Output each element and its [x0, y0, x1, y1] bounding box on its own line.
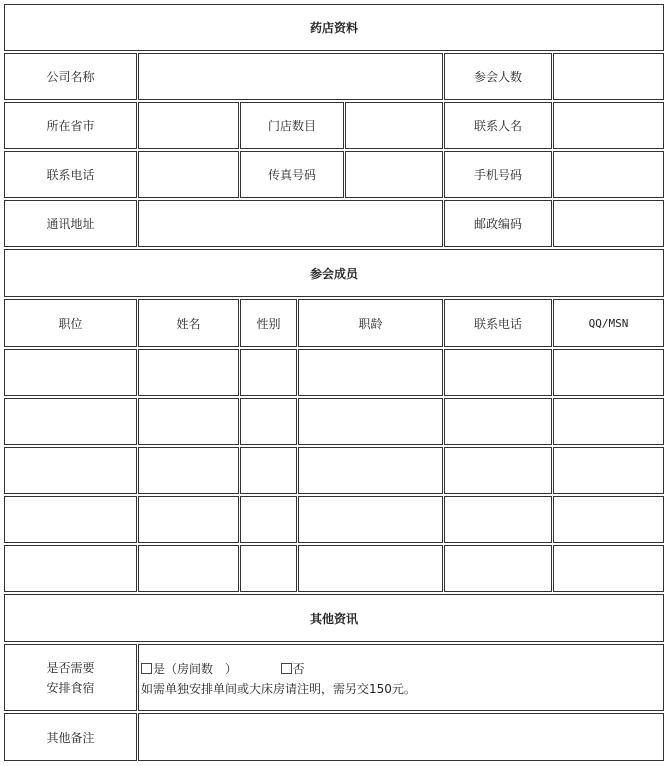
attendees-field[interactable] — [553, 53, 664, 100]
member-qq-msn-cell[interactable] — [553, 349, 664, 396]
member-seniority-cell[interactable] — [298, 349, 443, 396]
company-name-label: 公司名称 — [4, 53, 137, 100]
mobile-label: 手机号码 — [444, 151, 552, 198]
member-phone-cell[interactable] — [444, 545, 552, 592]
member-position-cell[interactable] — [4, 496, 137, 543]
member-position-cell[interactable] — [4, 398, 137, 445]
contact-label: 联系人名 — [444, 102, 552, 149]
province-field[interactable] — [138, 102, 239, 149]
contact-field[interactable] — [553, 102, 664, 149]
member-position-cell[interactable] — [4, 349, 137, 396]
form-title: 药店资料 — [4, 4, 664, 51]
col-header-position: 职位 — [4, 299, 137, 347]
member-seniority-cell[interactable] — [298, 398, 443, 445]
col-header-gender: 性别 — [240, 299, 297, 347]
lodging-label — [4, 644, 137, 711]
fax-label: 传真号码 — [240, 151, 344, 198]
member-seniority-cell[interactable] — [298, 545, 443, 592]
member-phone-cell[interactable] — [444, 496, 552, 543]
member-seniority-cell[interactable] — [298, 447, 443, 494]
yes-option-label: 是（房间数 ） — [153, 662, 238, 676]
member-qq-msn-cell[interactable] — [553, 447, 664, 494]
col-header-phone: 联系电话 — [444, 299, 552, 347]
members-section-title: 参会成员 — [4, 249, 664, 297]
fax-field[interactable] — [345, 151, 443, 198]
member-qq-msn-cell[interactable] — [553, 496, 664, 543]
stores-label: 门店数目 — [240, 102, 344, 149]
stores-field[interactable] — [345, 102, 443, 149]
lodging-note: 如需单独安排单间或大床房请注明，需另交150元。 — [141, 682, 416, 696]
lodging-label-line1: 是否需要 — [46, 660, 95, 675]
company-name-field[interactable] — [138, 53, 443, 100]
member-gender-cell[interactable] — [240, 545, 297, 592]
postcode-field[interactable] — [553, 200, 664, 247]
member-gender-cell[interactable] — [240, 349, 297, 396]
mobile-field[interactable] — [553, 151, 664, 198]
member-phone-cell[interactable] — [444, 447, 552, 494]
lodging-label-line2: 安排食宿 — [46, 680, 95, 695]
member-gender-cell[interactable] — [240, 496, 297, 543]
member-position-cell[interactable] — [4, 545, 137, 592]
address-field[interactable] — [138, 200, 443, 247]
member-phone-cell[interactable] — [444, 349, 552, 396]
member-qq-msn-cell[interactable] — [553, 545, 664, 592]
address-label: 通讯地址 — [4, 200, 137, 247]
province-label: 所在省市 — [4, 102, 137, 149]
phone-label: 联系电话 — [4, 151, 137, 198]
phone-field[interactable] — [138, 151, 239, 198]
member-gender-cell[interactable] — [240, 398, 297, 445]
member-name-cell[interactable] — [138, 349, 239, 396]
no-option-label: 否 — [292, 662, 305, 676]
member-name-cell[interactable] — [138, 447, 239, 494]
yes-checkbox[interactable] — [141, 663, 152, 674]
member-name-cell[interactable] — [138, 545, 239, 592]
member-name-cell[interactable] — [138, 496, 239, 543]
member-position-cell[interactable] — [4, 447, 137, 494]
member-qq-msn-cell[interactable] — [553, 398, 664, 445]
col-header-qq-msn: QQ/MSN — [553, 299, 664, 347]
lodging-options — [138, 644, 664, 711]
postcode-label: 邮政编码 — [444, 200, 552, 247]
member-gender-cell[interactable] — [240, 447, 297, 494]
remarks-field[interactable] — [138, 713, 664, 761]
col-header-seniority: 职龄 — [298, 299, 443, 347]
col-header-name: 姓名 — [138, 299, 239, 347]
other-section-title: 其他资讯 — [4, 594, 664, 642]
member-name-cell[interactable] — [138, 398, 239, 445]
member-phone-cell[interactable] — [444, 398, 552, 445]
no-checkbox[interactable] — [281, 663, 292, 674]
member-seniority-cell[interactable] — [298, 496, 443, 543]
remarks-label: 其他备注 — [4, 713, 137, 761]
attendees-label: 参会人数 — [444, 53, 552, 100]
